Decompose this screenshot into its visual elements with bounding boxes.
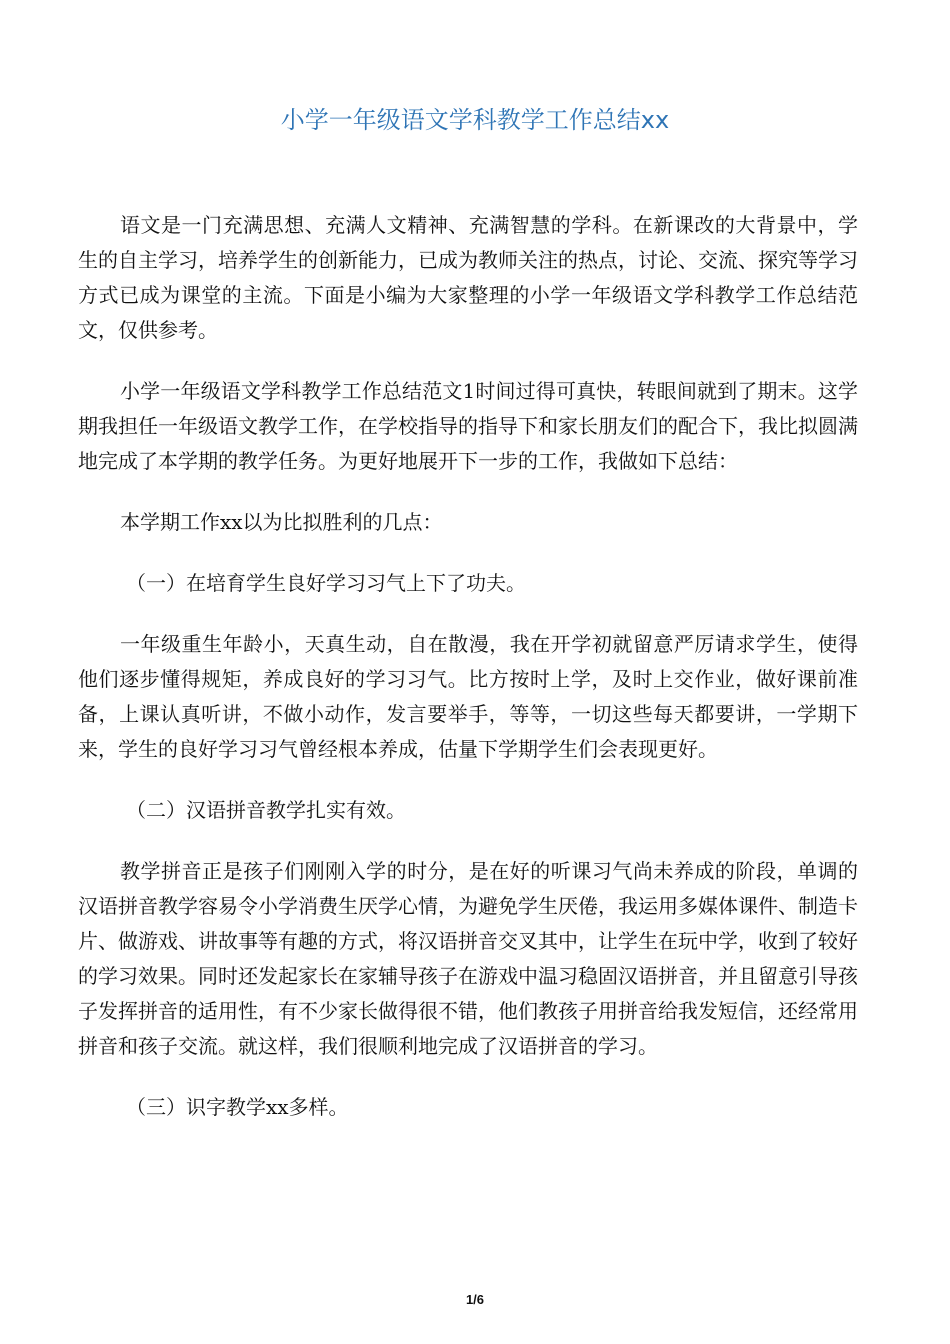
document-body [78,208,858,1151]
document-title: 小学一年级语文学科教学工作总结xx [280,106,670,134]
paragraph-intro: 语文是一门充满思想、充满人文精神、充满智慧的学科。在新课改的大背景中，学生的自主学习，培养学生的创新能力，已成为教师关注的热点，讨论、交流、探究等学习方式已成为课堂的主流。下面是小编为大家整理的小学一年级语文学科教学工作总结范文，仅供参考。 [78,213,858,342]
section-heading-literacy: （三）识字教学xx多样。 [126,1095,349,1119]
paragraph-pinyin: 教学拼音正是孩子们刚刚入学的时分，是在好的听课习气尚未养成的阶段，单调的汉语拼音教学容易令小学消费生厌学心情，为避免学生厌倦，我运用多媒体课件、制造卡片、做游戏、讲故事等有趣的方式，将汉语拼音交叉其中，让学生在玩中学，收到了较好的学习效果。同时还发起家长在家辅导孩子在游戏中温习稳固汉语拼音，并且留意引导孩子发挥拼音的适用性，有不少家长做得很不错，他们教孩子用拼音给我发短信，还经常用拼音和孩子交流。就这样，我们很顺利地完成了汉语拼音的学习。 [78,859,858,1058]
section-heading-pinyin: （二）汉语拼音教学扎实有效。 [126,798,406,822]
paragraph-success-points: 本学期工作xx以为比拟胜利的几点： [120,510,443,534]
paragraph-habits: 一年级重生年龄小，天真生动，自在散漫，我在开学初就留意严厉请求学生，使得他们逐步懂得规矩，养成良好的学习习气。比方按时上学，及时上交作业，做好课前准备，上课认真听讲，不做小动作，发言要举手，等等，一切这些每天都要讲，一学期下来，学生的良好学习习气曾经根本养成，估量下学期学生们会表现更好。 [78,632,858,761]
paragraph-summary-opening: 小学一年级语文学科教学工作总结范文1时间过得可真快，转眼间就到了期末。这学期我担任一年级语文教学工作，在学校指导的指导下和家长朋友们的配合下，我比拟圆满地完成了本学期的教学任务。为更好地展开下一步的工作，我做如下总结： [78,379,858,473]
section-heading-habits: （一）在培育学生良好学习习气上下了功夫。 [126,571,526,595]
page-number: 1/6 [465,1292,485,1307]
